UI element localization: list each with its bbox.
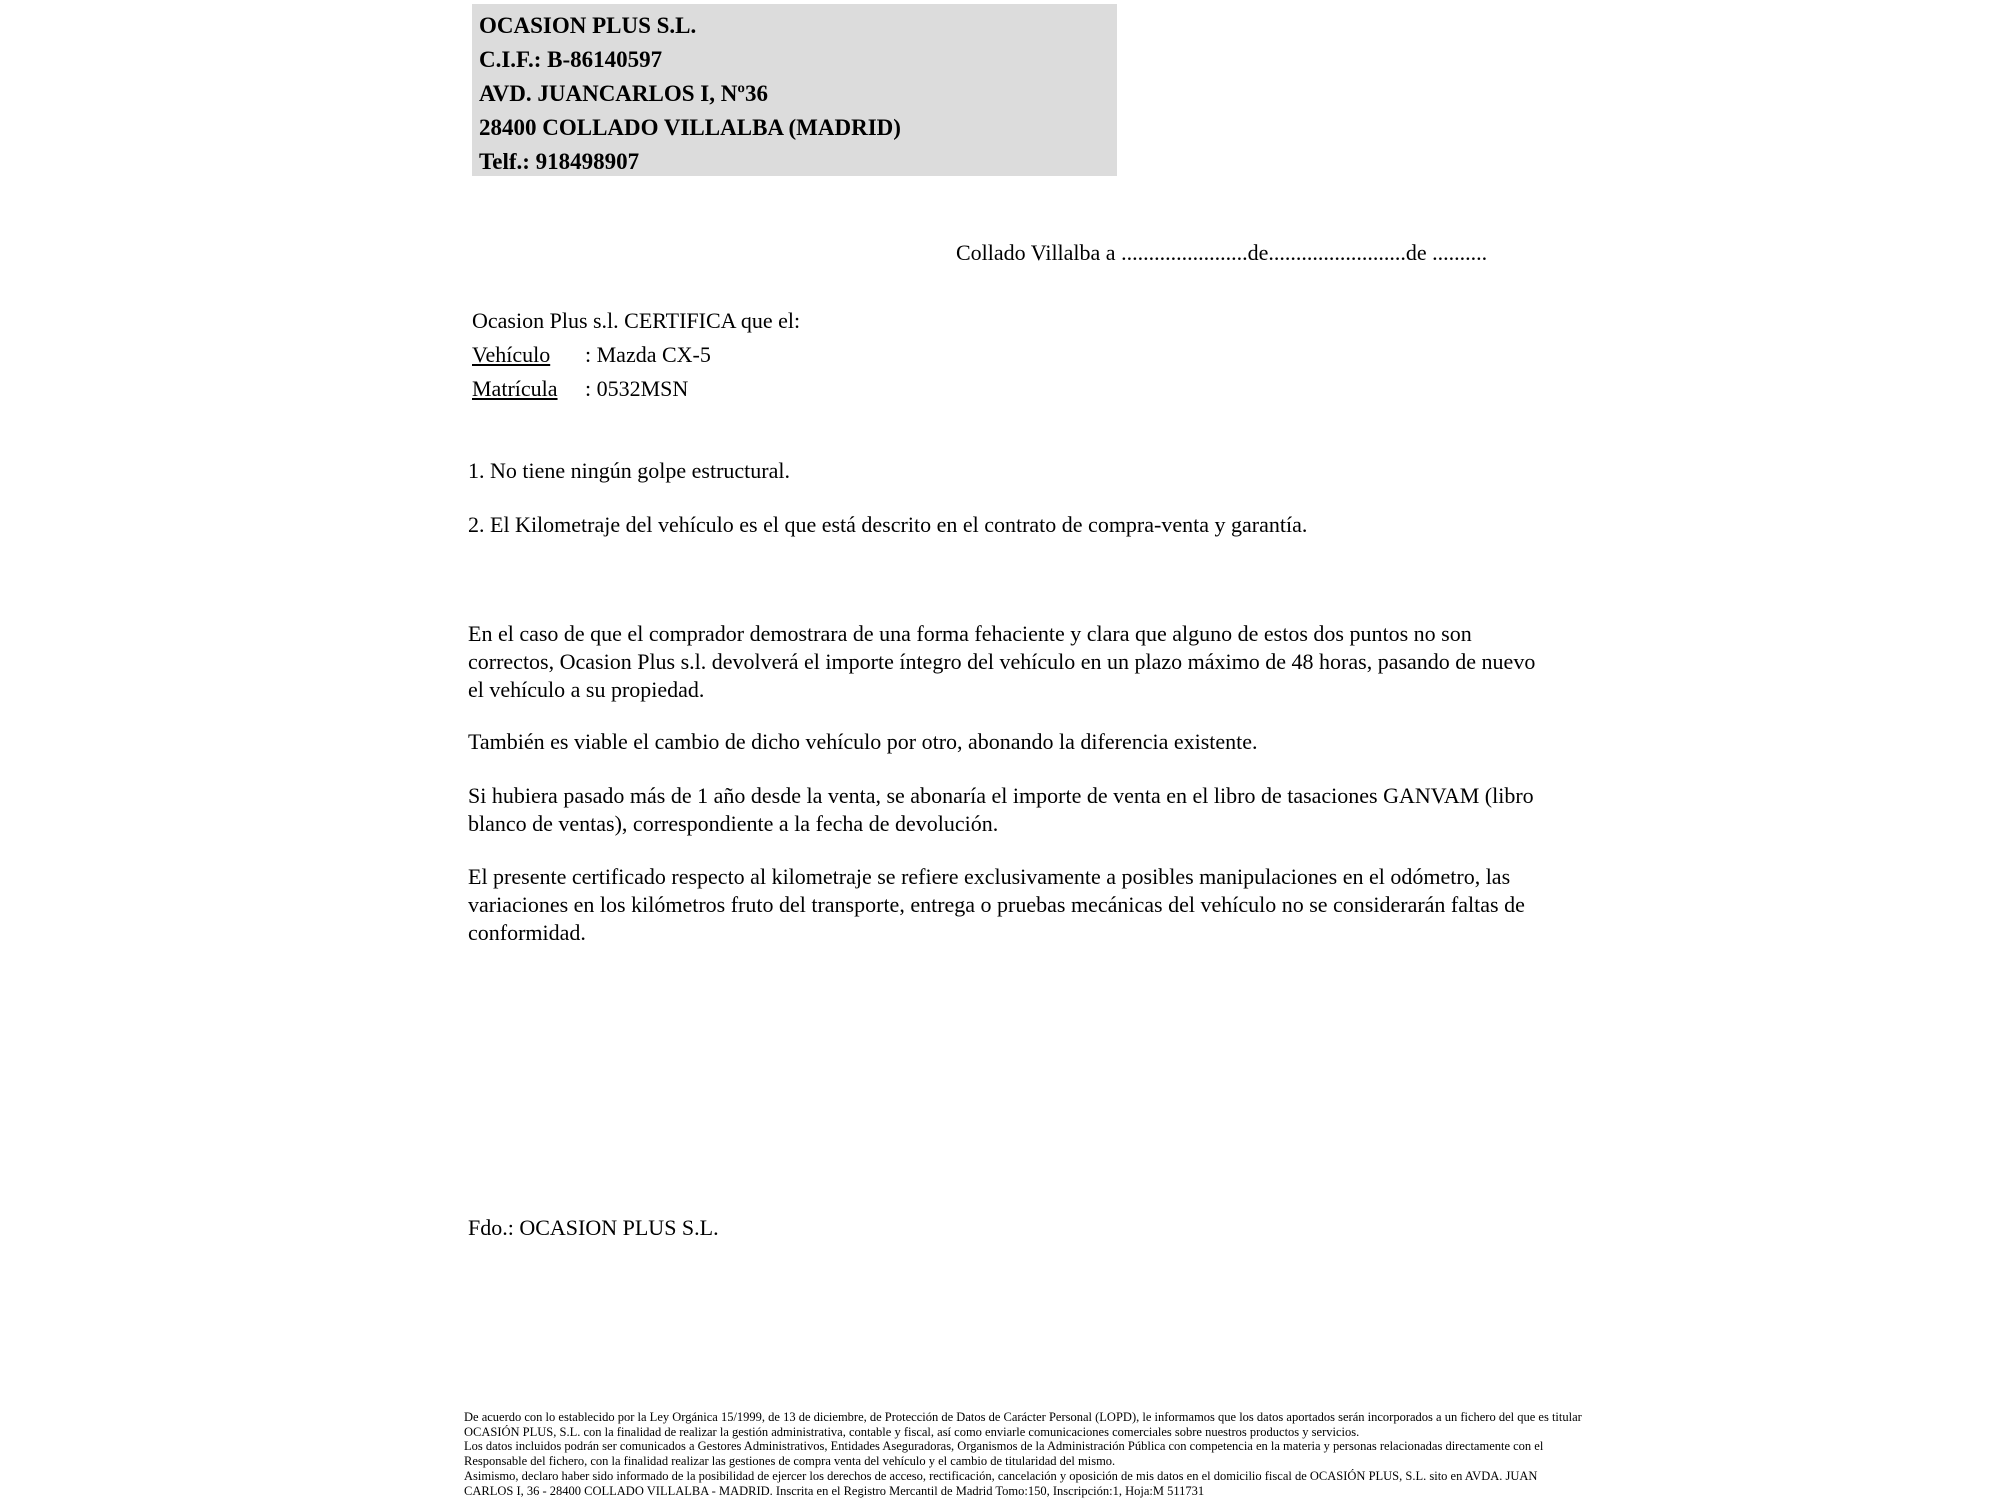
company-header-block xyxy=(472,4,1117,176)
company-cif: C.I.F.: B-86140597 xyxy=(479,47,663,72)
legal-line: OCASIÓN PLUS, S.L. con la finalidad de realizar la gestión administrativa, contable y fiscal, así como enviarle comunicaciones comerciales sobre nuestros productos y servicios. xyxy=(464,1424,1360,1439)
company-city: 28400 COLLADO VILLALBA (MADRID) xyxy=(479,115,901,140)
company-address: AVD. JUANCARLOS I, Nº36 xyxy=(479,81,768,106)
legal-line: Responsable del fichero, con la finalidad realizar las gestiones de compra venta del vehículo y el cambio de titularidad del mismo. xyxy=(464,1454,1116,1469)
date-fill-in-line: Collado Villalba a .......................de.........................de .......... xyxy=(956,240,1488,265)
plate-label: Matrícula xyxy=(472,376,558,401)
company-name: OCASION PLUS S.L. xyxy=(479,13,697,38)
refund-clause-paragraph: En el caso de que el comprador demostrara de una forma fehaciente y clara que alguno de estos dos puntos no son correctos, Ocasion Plus s.l. devolverá el importe íntegro del vehículo en un plazo máximo de 48 horas, pasando de nuevo el vehículo a su propiedad. xyxy=(468,621,1536,702)
vehicle-value: : Mazda CX-5 xyxy=(585,342,711,367)
legal-line: De acuerdo con lo establecido por la Ley Orgánica 15/1999, de 13 de diciembre, de Protección de Datos de Carácter Personal (LOPD), le informamos que los datos aportados serán incorporados a un fichero del que es titular xyxy=(464,1410,1582,1424)
vehicle-label: Vehículo xyxy=(472,342,551,367)
plate-row xyxy=(472,372,800,406)
legal-fine-print-block xyxy=(464,1410,1664,1498)
legal-line: CARLOS I, 36 - 28400 COLLADO VILLALBA - MADRID. Inscrita en el Registro Mercantil de Madrid Tomo:150, Inscripción:1, Hoja:M 511731 xyxy=(464,1483,1205,1498)
legal-line: Asimismo, declaro haber sido informado de la posibilidad de ejercer los derechos de acceso, rectificación, cancelación y oposición de mis datos en el domicilio fiscal de OCASIÓN PLUS, S.L. sito en AVDA. JUAN xyxy=(464,1468,1538,1483)
company-phone: Telf.: 918498907 xyxy=(479,149,640,174)
signature-line: Fdo.: OCASION PLUS S.L. xyxy=(468,1215,719,1240)
exchange-clause-paragraph: También es viable el cambio de dicho vehículo por otro, abonando la diferencia existente. xyxy=(468,729,1258,754)
plate-value: : 0532MSN xyxy=(585,376,689,401)
vehicle-row xyxy=(472,338,800,372)
certified-point-2: 2. El Kilometraje del vehículo es el que está descrito en el contrato de compra-venta y garantía. xyxy=(468,512,1308,537)
ganvam-clause-paragraph: Si hubiera pasado más de 1 año desde la venta, se abonaría el importe de venta en el libro de tasaciones GANVAM (libro blanco de ventas), correspondiente a la fecha de devolución. xyxy=(468,783,1534,836)
legal-line: Los datos incluidos podrán ser comunicados a Gestores Administrativos, Entidades Aseguradoras, Organismos de la Administración Pública con competencia en la materia y personas relacionadas directamente con el xyxy=(464,1439,1544,1454)
certified-point-1: 1. No tiene ningún golpe estructural. xyxy=(468,458,790,483)
certify-intro: Ocasion Plus s.l. CERTIFICA que el: xyxy=(472,308,801,333)
certification-block xyxy=(472,304,800,406)
odometer-clause-paragraph: El presente certificado respecto al kilometraje se refiere exclusivamente a posibles manipulaciones en el odómetro, las variaciones en los kilómetros fruto del transporte, entrega o pruebas mecánicas del vehículo no se considerarán faltas de conformidad. xyxy=(468,864,1525,945)
